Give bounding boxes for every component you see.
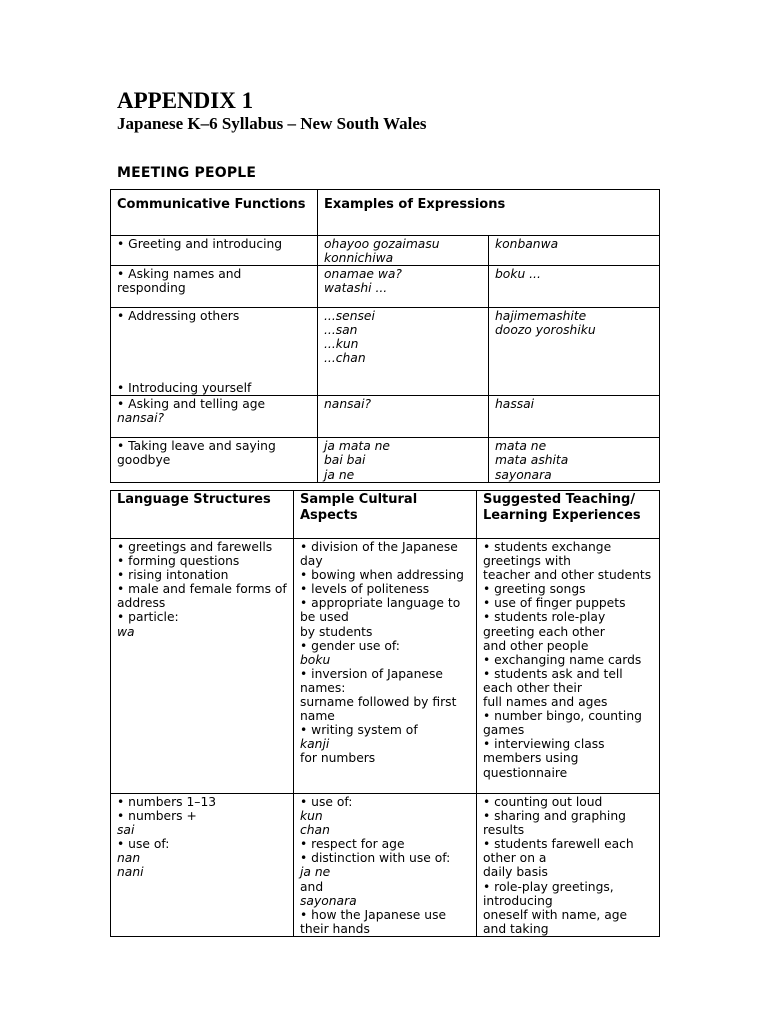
cell-text-line: • division of the Japanese day bbox=[300, 540, 458, 569]
expression-cell: mata ne mata ashita sayonara bbox=[489, 438, 660, 482]
cell-text-line: • bowing when addressing bbox=[300, 568, 464, 583]
header-language-structures: Language Structures bbox=[111, 491, 294, 539]
expression-cell: ohayoo gozaimasu konnichiwa bbox=[318, 236, 489, 266]
cell-text-line: • role-play greetings, introducing bbox=[483, 879, 614, 908]
cell-text-line: • numbers 1–13 bbox=[117, 795, 217, 809]
teaching-experiences-cell bbox=[477, 539, 660, 794]
cell-text-line: full names and ages bbox=[483, 695, 608, 710]
table-header-row bbox=[111, 190, 660, 236]
cell-text-line: • writing system of bbox=[300, 723, 418, 738]
section-heading: MEETING PEOPLE bbox=[117, 165, 257, 181]
table-row bbox=[111, 308, 660, 396]
cell-text-line: kanji bbox=[300, 737, 330, 752]
cell-text-line: • appropriate language to be used bbox=[300, 596, 461, 625]
cell-text-line: • students ask and tell each other their bbox=[483, 666, 623, 695]
table-row bbox=[111, 236, 660, 266]
cell-text-line: • gender use of: bbox=[300, 638, 400, 653]
function-cell: • Asking names and responding bbox=[111, 266, 318, 308]
cell-text-line: • students farewell each other on a bbox=[483, 837, 634, 866]
cell-text-line: and other people bbox=[483, 638, 589, 653]
language-structures-cell bbox=[111, 794, 294, 937]
cell-text-line: • inversion of Japanese names: bbox=[300, 666, 443, 695]
cultural-aspects-cell bbox=[294, 539, 477, 794]
header-communicative-functions: Communicative Functions bbox=[111, 190, 318, 236]
cell-text-line: • respect for age bbox=[300, 837, 405, 852]
language-structures-table bbox=[110, 490, 660, 937]
cell-text-line: surname followed by first name bbox=[300, 695, 457, 724]
cell-text-line: boku bbox=[300, 652, 331, 667]
cell-text-line: • students role-play greeting each other bbox=[483, 610, 606, 639]
cell-text-line: • use of: bbox=[117, 837, 170, 852]
cell-text-line: oneself with name, age and taking bbox=[483, 907, 628, 936]
cell-text-line: • rising intonation bbox=[117, 568, 229, 583]
cell-text-line: and bbox=[300, 879, 324, 894]
expression-cell: ja mata ne bai bai ja ne bbox=[318, 438, 489, 482]
cell-text-line: • male and female forms of address bbox=[117, 582, 287, 611]
expression-cell: onamae wa? watashi ... bbox=[318, 266, 489, 308]
cell-text-line: by students bbox=[300, 624, 373, 639]
function-cell: • Taking leave and saying goodbye bbox=[111, 438, 318, 482]
cell-text-line: • numbers + bbox=[117, 809, 197, 824]
cell-text-line: • distinction with use of: bbox=[300, 851, 451, 866]
cell-text-line: wa bbox=[117, 624, 135, 639]
function-cell: • Addressing others • Introducing yourself bbox=[111, 308, 318, 396]
cell-text-line: • particle: bbox=[117, 610, 179, 625]
communicative-functions-table bbox=[110, 189, 660, 483]
cell-text-line: • exchanging name cards bbox=[483, 652, 642, 667]
cell-text-line: nan bbox=[117, 851, 141, 866]
table-header-row bbox=[111, 491, 660, 539]
cell-text-line: • interviewing class members using bbox=[483, 737, 605, 766]
cell-text-line: • use of: bbox=[300, 795, 353, 809]
page-title: APPENDIX 1 bbox=[117, 88, 254, 113]
cell-text-line: for numbers bbox=[300, 751, 376, 766]
cell-text-line: sai bbox=[117, 823, 135, 838]
cell-text-line: • use of finger puppets bbox=[483, 596, 626, 611]
cell-text-line: ja ne bbox=[300, 865, 331, 880]
cell-text-line: daily basis bbox=[483, 865, 548, 880]
page-subtitle: Japanese K–6 Syllabus – New South Wales bbox=[117, 114, 427, 133]
teaching-experiences-cell bbox=[477, 794, 660, 937]
cell-text-line: • greetings and farewells bbox=[117, 540, 273, 554]
cell-text-line: teacher and other students bbox=[483, 568, 652, 583]
table-row bbox=[111, 438, 660, 482]
cell-text-line: nani bbox=[117, 865, 144, 880]
header-suggested-teaching-learning-experiences: Suggested Teaching/ Learning Experiences bbox=[477, 491, 660, 539]
cell-text-line: • students exchange greetings with bbox=[483, 540, 612, 569]
table-row bbox=[111, 539, 660, 794]
cultural-aspects-cell bbox=[294, 794, 477, 937]
expression-cell: boku ... bbox=[489, 266, 660, 308]
expression-cell: nansai? bbox=[318, 396, 489, 438]
cell-text-line: • forming questions bbox=[117, 554, 240, 569]
cell-text-line: sayonara bbox=[300, 893, 357, 908]
cell-text-line: • how the Japanese use their hands bbox=[300, 907, 447, 936]
cell-text-line: • greeting songs bbox=[483, 582, 586, 597]
expression-cell: hajimemashite doozo yoroshiku bbox=[489, 308, 660, 396]
table-row bbox=[111, 396, 660, 438]
header-examples-of-expressions: Examples of Expressions bbox=[318, 190, 660, 236]
header-sample-cultural-aspects: Sample Cultural Aspects bbox=[294, 491, 477, 539]
function-cell: • Greeting and introducing bbox=[111, 236, 318, 266]
cell-text-line: kun bbox=[300, 809, 323, 824]
table-row bbox=[111, 266, 660, 308]
cell-text-line: questionnaire bbox=[483, 765, 568, 780]
cell-text-line: • sharing and graphing results bbox=[483, 809, 626, 838]
expression-cell: hassai bbox=[489, 396, 660, 438]
cell-text-line: • counting out loud bbox=[483, 795, 603, 809]
cell-text-line: • number bingo, counting games bbox=[483, 709, 642, 738]
expression-cell: konbanwa bbox=[489, 236, 660, 266]
function-cell: • Asking and telling age nansai? bbox=[111, 396, 318, 438]
expression-cell: ...sensei ...san ...kun ...chan bbox=[318, 308, 489, 396]
cell-text-line: • levels of politeness bbox=[300, 582, 430, 597]
language-structures-cell bbox=[111, 539, 294, 794]
table-row bbox=[111, 794, 660, 937]
cell-text-line: chan bbox=[300, 823, 330, 838]
